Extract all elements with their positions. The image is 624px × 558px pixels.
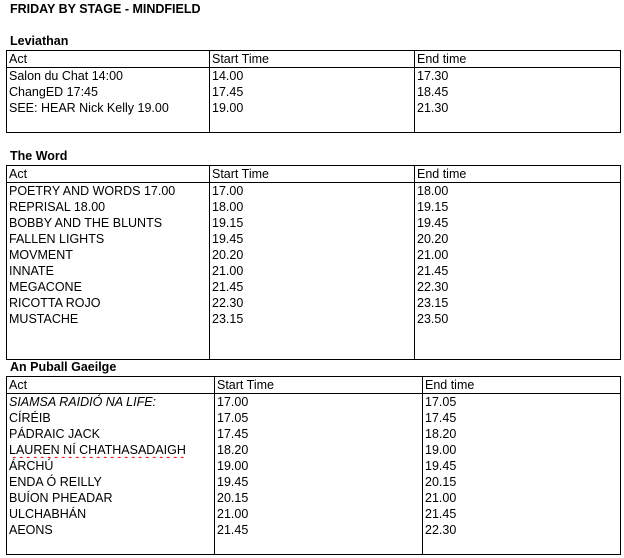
table-row — [7, 506, 621, 522]
act-cell: MEGACONE — [7, 279, 210, 295]
table-row — [7, 183, 621, 200]
act-cell: SIAMSA RAIDIÓ NA LIFE: — [7, 394, 215, 411]
end-time-cell: 23.50 — [415, 311, 621, 327]
spellcheck-underlined-text: LAUREN NÍ CHATHASADAIGH — [9, 443, 186, 457]
table-row — [7, 68, 621, 85]
page-title: FRIDAY BY STAGE - MINDFIELD — [10, 2, 201, 16]
start-time-cell: 17.05 — [215, 410, 423, 426]
stage-title-the-word: The Word — [10, 149, 68, 163]
start-time-cell: 19.15 — [210, 215, 415, 231]
start-time-cell: 23.15 — [210, 311, 415, 327]
table-row — [7, 458, 621, 474]
schedule-table-the-word — [6, 165, 621, 360]
act-cell: POETRY AND WORDS 17.00 — [7, 183, 210, 200]
end-time-cell: 20.20 — [415, 231, 621, 247]
column-header-act: Act — [7, 51, 210, 68]
start-time-cell: 21.45 — [210, 279, 415, 295]
start-time-cell: 21.00 — [210, 263, 415, 279]
act-cell: FALLEN LIGHTS — [7, 231, 210, 247]
act-cell: PÁDRAIC JACK — [7, 426, 215, 442]
start-time-cell: 18.20 — [215, 442, 423, 458]
end-time-cell: 20.15 — [423, 474, 621, 490]
start-time-cell: 19.45 — [215, 474, 423, 490]
table-row — [7, 100, 621, 116]
table-row — [7, 394, 621, 411]
end-time-cell: 19.45 — [423, 458, 621, 474]
end-time-cell: 21.30 — [415, 100, 621, 116]
start-time-cell: 17.45 — [215, 426, 423, 442]
act-cell: INNATE — [7, 263, 210, 279]
start-time-cell: 18.00 — [210, 199, 415, 215]
start-time-cell: 21.45 — [215, 522, 423, 538]
end-time-cell: 23.15 — [415, 295, 621, 311]
end-time-cell: 22.30 — [423, 522, 621, 538]
table-row — [7, 426, 621, 442]
table-row-empty — [7, 116, 621, 133]
stage-title-an-puball-gaeilge: An Puball Gaeilge — [10, 360, 117, 374]
start-time-cell: 19.00 — [215, 458, 423, 474]
start-time-cell: 17.00 — [215, 394, 423, 411]
end-time-cell: 17.45 — [423, 410, 621, 426]
table-header-row — [7, 377, 621, 394]
table-row — [7, 295, 621, 311]
end-time-cell: 18.45 — [415, 84, 621, 100]
table-row — [7, 522, 621, 538]
column-header-start-time: Start Time — [210, 166, 415, 183]
act-cell: MUSTACHE — [7, 311, 210, 327]
column-header-act: Act — [7, 377, 215, 394]
act-cell: ENDA Ó REILLY — [7, 474, 215, 490]
end-time-cell: 21.00 — [423, 490, 621, 506]
table-row-empty — [7, 538, 621, 555]
act-cell: RICOTTA ROJO — [7, 295, 210, 311]
table-row — [7, 410, 621, 426]
table-row — [7, 215, 621, 231]
start-time-cell: 21.00 — [215, 506, 423, 522]
table-row-empty — [7, 343, 621, 360]
end-time-cell: 21.45 — [423, 506, 621, 522]
end-time-cell: 19.45 — [415, 215, 621, 231]
table-row — [7, 311, 621, 327]
act-cell: ULCHABHÁN — [7, 506, 215, 522]
table-row — [7, 231, 621, 247]
act-cell: MOVMENT — [7, 247, 210, 263]
act-cell: Salon du Chat 14:00 — [7, 68, 210, 85]
end-time-cell: 19.15 — [415, 199, 621, 215]
table-row — [7, 199, 621, 215]
table-row — [7, 84, 621, 100]
table-header-row — [7, 51, 621, 68]
act-cell: BUÍON PHEADAR — [7, 490, 215, 506]
start-time-cell: 20.20 — [210, 247, 415, 263]
act-cell: CÍRÉIB — [7, 410, 215, 426]
act-cell: REPRISAL 18.00 — [7, 199, 210, 215]
end-time-cell: 22.30 — [415, 279, 621, 295]
act-cell: AEONS — [7, 522, 215, 538]
end-time-cell: 21.45 — [415, 263, 621, 279]
act-cell — [7, 442, 215, 458]
end-time-cell: 18.00 — [415, 183, 621, 200]
act-cell: BOBBY AND THE BLUNTS — [7, 215, 210, 231]
column-header-start-time: Start Time — [215, 377, 423, 394]
column-header-end-time: End time — [423, 377, 621, 394]
schedule-table-leviathan — [6, 50, 621, 133]
start-time-cell: 19.00 — [210, 100, 415, 116]
column-header-end-time: End time — [415, 166, 621, 183]
start-time-cell: 20.15 — [215, 490, 423, 506]
start-time-cell: 22.30 — [210, 295, 415, 311]
table-header-row — [7, 166, 621, 183]
act-cell: ChangED 17:45 — [7, 84, 210, 100]
act-cell: SEE: HEAR Nick Kelly 19.00 — [7, 100, 210, 116]
table-row-empty — [7, 327, 621, 343]
table-row — [7, 279, 621, 295]
start-time-cell: 17.45 — [210, 84, 415, 100]
table-row — [7, 263, 621, 279]
column-header-act: Act — [7, 166, 210, 183]
column-header-end-time: End time — [415, 51, 621, 68]
start-time-cell: 14.00 — [210, 68, 415, 85]
start-time-cell: 17.00 — [210, 183, 415, 200]
stage-title-leviathan: Leviathan — [10, 34, 69, 48]
table-row — [7, 442, 621, 458]
column-header-start-time: Start Time — [210, 51, 415, 68]
end-time-cell: 21.00 — [415, 247, 621, 263]
act-cell: ÁRCHÚ — [7, 458, 215, 474]
table-row — [7, 247, 621, 263]
end-time-cell: 18.20 — [423, 426, 621, 442]
end-time-cell: 19.00 — [423, 442, 621, 458]
schedule-table-an-puball-gaeilge — [6, 376, 621, 555]
table-row — [7, 474, 621, 490]
end-time-cell: 17.30 — [415, 68, 621, 85]
end-time-cell: 17.05 — [423, 394, 621, 411]
start-time-cell: 19.45 — [210, 231, 415, 247]
table-row — [7, 490, 621, 506]
